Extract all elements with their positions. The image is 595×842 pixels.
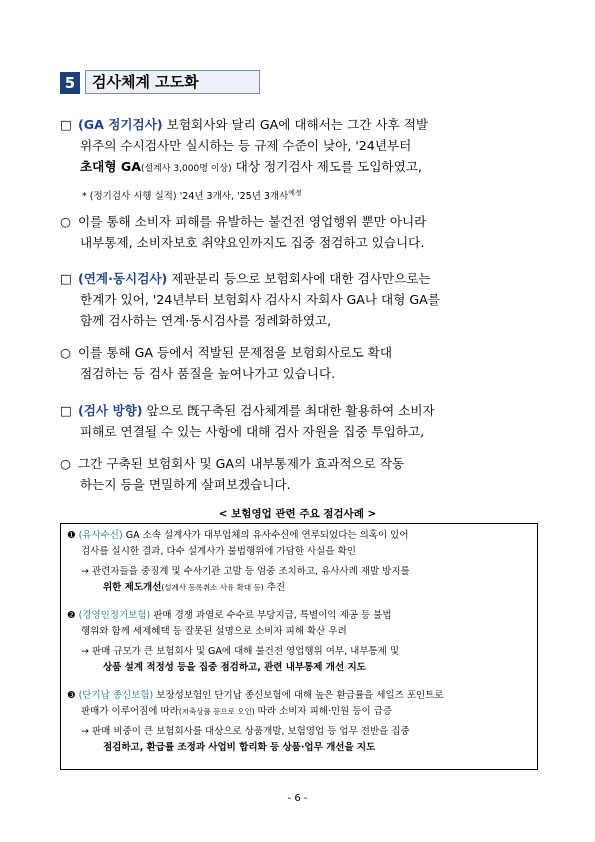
case-action-text: 관련자들을 중징계 및 수사기관 고발 등 엄중 조치하고, 유사사례 재발 방지를	[92, 566, 410, 577]
case-text: 판매 경쟁 과열로 수수료 부당지급, 특별이익 제공 등 불법	[153, 610, 392, 621]
page-number: - 6 -	[287, 793, 308, 804]
paragraph-ga-result	[60, 211, 540, 253]
para-text: 내부통제, 소비자보호 취약요인까지도 집중 점검하고 있습니다.	[80, 235, 425, 250]
square-bullet-icon: □	[60, 117, 72, 132]
paragraph-inspection-direction	[60, 400, 540, 442]
footnote-sup: 예정	[288, 189, 302, 197]
case-small-text: (설계사 등록취소 사유 확대 등)	[161, 583, 264, 592]
para-text: 점검하는 등 검사 품질을 높여나가고 있습니다.	[80, 366, 336, 381]
arrow-right-icon: →	[81, 566, 89, 577]
para-text: 초대형 GA	[80, 159, 141, 174]
para-text: 앞으로 旣구축된 검사체계를 최대한 활용하여 소비자	[146, 403, 435, 418]
case-item	[67, 688, 535, 756]
number-badge-icon: ❸	[67, 690, 76, 701]
para-label: (검사 방향)	[78, 403, 143, 418]
case-box-caption: < 보험영업 관련 주요 점검사례 >	[218, 508, 377, 520]
para-text: 한계가 있어, '24년부터 보험회사 검사시 자회사 GA나 대형 GA를	[80, 292, 440, 307]
para-text: 이를 통해 GA 등에서 적발된 문제점을 보험회사로도 확대	[78, 345, 393, 360]
section-number: 5	[60, 72, 80, 94]
para-text: 하는지 등을 면밀하게 살펴보겠습니다.	[80, 477, 291, 492]
case-label: (경영인정기보험)	[78, 610, 151, 621]
para-small-text: (설계사 3,000명 이상)	[140, 164, 232, 174]
para-text: 위주의 수시검사만 실시하는 등 규제 수준이 낮아, '24년부터	[80, 138, 412, 153]
square-bullet-icon: □	[60, 403, 72, 418]
case-examples-box	[60, 523, 538, 770]
para-text: 보험회사와 달리 GA에 대해서는 그간 사후 적발	[166, 117, 429, 132]
case-text: 보장성보험인 단기납 종신보험에 대해 높은 환급률을 세일즈 포인트로	[156, 690, 444, 701]
number-badge-icon: ❷	[67, 610, 76, 621]
case-text: 행위와 함께 세제혜택 등 잘못된 설명으로 소비자 피해 확산 우려	[81, 626, 347, 637]
para-text: 함께 검사하는 연계·동시검사를 정례화하였고,	[80, 313, 332, 328]
case-action-text: 상품 설계 적정성 등을 집중 점검하고, 관련 내부통제 개선 지도	[103, 662, 366, 673]
case-action-text: 위한 제도개선	[103, 582, 162, 593]
case-action-text: 판매 규모가 큰 보험회사 및 GA에 대해 불건전 영업행위 여부, 내부통제 및	[92, 646, 400, 657]
arrow-right-icon: →	[81, 726, 89, 737]
case-action-text: 판매 비중이 큰 보험회사를 대상으로 상품개발, 보험영업 등 업무 전반을 집중	[92, 726, 410, 737]
case-label: (유사수신)	[78, 530, 123, 541]
section-title: 검사체계 고도화	[92, 73, 199, 91]
case-item	[67, 608, 535, 676]
case-text: 따라 소비자 피해·민원 등이 급증	[254, 706, 393, 717]
footnote	[82, 186, 302, 204]
para-label: (GA 정기검사)	[78, 117, 163, 132]
para-text: 이를 통해 소비자 피해를 유발하는 불건전 영업행위 뿐만 아니라	[78, 214, 427, 229]
case-text: 판매가 이루어짐에 따라	[81, 706, 179, 717]
para-text: 그간 구축된 보험회사 및 GA의 내부통제가 효과적으로 작동	[78, 456, 405, 471]
circle-bullet-icon: ○	[60, 456, 71, 471]
case-item	[67, 528, 535, 596]
footnote-text: * (정기검사 시행 실적) '24년 3개사, '25년 3개사	[82, 191, 289, 203]
square-bullet-icon: □	[60, 271, 72, 286]
para-text: 제판분리 등으로 보험회사에 대한 검사만으로는	[171, 271, 431, 286]
case-text: GA 소속 설계사가 대부업체의 유사수신에 연루되었다는 의혹이 있어	[125, 530, 409, 541]
paragraph-direction-result	[60, 453, 540, 495]
number-badge-icon: ❶	[67, 530, 76, 541]
para-text: 피해로 연결될 수 있는 사항에 대해 검사 자원을 집중 투입하고,	[80, 424, 425, 439]
para-label: (연계·동시검사)	[78, 271, 168, 286]
circle-bullet-icon: ○	[60, 214, 71, 229]
paragraph-linked-inspection	[60, 268, 540, 331]
paragraph-ga-regular-inspection	[60, 114, 540, 180]
case-small-text: (저축상품 등으로 오인)	[178, 707, 255, 716]
case-text: 검사를 실시한 결과, 다수 설계사가 불법행위에 가담한 사실을 확인	[81, 546, 356, 557]
case-action-text: 점검하고, 환급률 조정과 사업비 합리화 등 상품·업무 개선을 지도	[103, 742, 376, 753]
arrow-right-icon: →	[81, 646, 89, 657]
case-label: (단기납 종신보험)	[78, 690, 154, 701]
paragraph-linked-result	[60, 342, 540, 384]
para-text: 대상 정기검사 제도를 도입하였고,	[231, 159, 422, 174]
case-action-text: 추진	[263, 582, 286, 593]
circle-bullet-icon: ○	[60, 345, 71, 360]
